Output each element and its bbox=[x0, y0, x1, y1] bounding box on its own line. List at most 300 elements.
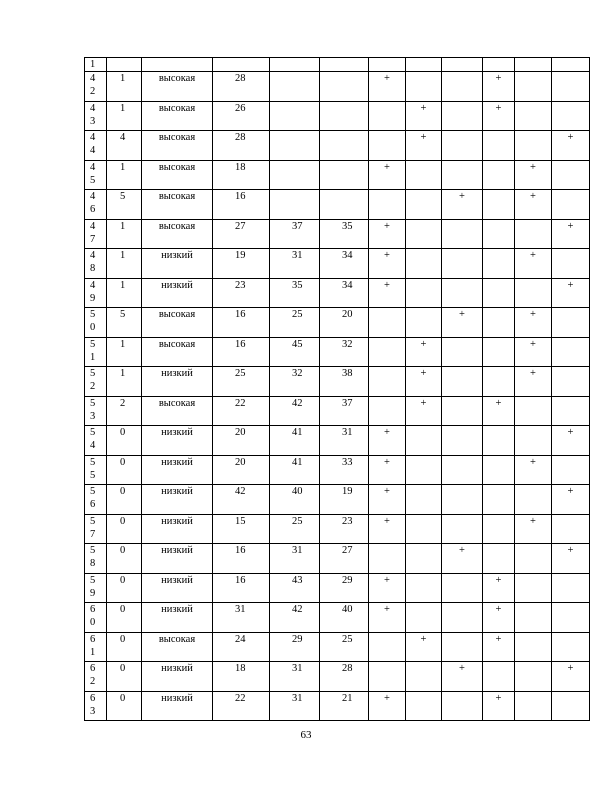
value-3-cell: 21 bbox=[320, 691, 369, 721]
level-cell: высокая bbox=[142, 101, 213, 131]
plus-mark-cell: + bbox=[515, 160, 552, 190]
plus-mark-cell bbox=[515, 662, 552, 692]
plus-mark-cell: + bbox=[483, 396, 515, 426]
table-row bbox=[85, 485, 590, 515]
plus-mark-cell bbox=[406, 308, 442, 338]
plus-mark-cell bbox=[442, 691, 483, 721]
value-3-cell: 34 bbox=[320, 278, 369, 308]
value-a-cell: 5 bbox=[107, 308, 142, 338]
value-2-cell bbox=[270, 160, 320, 190]
plus-mark-cell: + bbox=[369, 249, 406, 279]
plus-mark-cell bbox=[406, 249, 442, 279]
row-number: 45 bbox=[90, 161, 96, 186]
plus-mark-cell bbox=[442, 278, 483, 308]
row-number-cell bbox=[85, 573, 107, 603]
plus-mark-cell bbox=[369, 131, 406, 161]
value-2-cell: 35 bbox=[270, 278, 320, 308]
value-3-cell: 25 bbox=[320, 632, 369, 662]
plus-mark-cell bbox=[515, 485, 552, 515]
row-number-cell bbox=[85, 337, 107, 367]
level-cell: высокая bbox=[142, 131, 213, 161]
value-3-cell bbox=[320, 190, 369, 220]
plus-mark-cell: + bbox=[552, 662, 590, 692]
value-1-cell: 26 bbox=[213, 101, 270, 131]
table-row bbox=[85, 662, 590, 692]
table-cell bbox=[213, 58, 270, 72]
value-a-cell: 1 bbox=[107, 337, 142, 367]
plus-mark-cell bbox=[552, 308, 590, 338]
level-cell: высокая bbox=[142, 190, 213, 220]
level-cell: низкий bbox=[142, 691, 213, 721]
plus-mark-cell: + bbox=[515, 337, 552, 367]
level-cell: низкий bbox=[142, 514, 213, 544]
row-number-cell bbox=[85, 544, 107, 574]
value-3-cell: 32 bbox=[320, 337, 369, 367]
plus-mark-cell: + bbox=[552, 485, 590, 515]
plus-mark-cell bbox=[369, 101, 406, 131]
value-3-cell bbox=[320, 101, 369, 131]
value-a-cell: 5 bbox=[107, 190, 142, 220]
value-1-cell: 22 bbox=[213, 691, 270, 721]
plus-mark-cell bbox=[406, 573, 442, 603]
table-row bbox=[85, 160, 590, 190]
plus-mark-cell bbox=[552, 72, 590, 102]
row-number-cell bbox=[85, 278, 107, 308]
value-a-cell: 1 bbox=[107, 278, 142, 308]
level-cell: высокая bbox=[142, 72, 213, 102]
value-1-cell: 23 bbox=[213, 278, 270, 308]
level-cell: низкий bbox=[142, 662, 213, 692]
value-1-cell: 27 bbox=[213, 219, 270, 249]
plus-mark-cell: + bbox=[515, 308, 552, 338]
value-2-cell bbox=[270, 131, 320, 161]
plus-mark-cell bbox=[369, 337, 406, 367]
plus-mark-cell bbox=[552, 396, 590, 426]
value-2-cell: 31 bbox=[270, 691, 320, 721]
plus-mark-cell: + bbox=[515, 367, 552, 397]
plus-mark-cell bbox=[406, 455, 442, 485]
plus-mark-cell bbox=[552, 603, 590, 633]
table-row bbox=[85, 514, 590, 544]
row-number: 55 bbox=[90, 456, 96, 481]
row-number-cell bbox=[85, 219, 107, 249]
row-number: 50 bbox=[90, 309, 96, 333]
plus-mark-cell: + bbox=[369, 426, 406, 456]
value-a-cell: 0 bbox=[107, 455, 142, 485]
plus-mark-cell bbox=[515, 101, 552, 131]
value-2-cell: 45 bbox=[270, 337, 320, 367]
value-a-cell: 0 bbox=[107, 573, 142, 603]
plus-mark-cell bbox=[552, 573, 590, 603]
value-3-cell: 27 bbox=[320, 544, 369, 574]
value-1-cell: 16 bbox=[213, 308, 270, 338]
plus-mark-cell: + bbox=[369, 603, 406, 633]
table-cell bbox=[406, 58, 442, 72]
value-3-cell: 19 bbox=[320, 485, 369, 515]
plus-mark-cell: + bbox=[406, 131, 442, 161]
plus-mark-cell bbox=[406, 278, 442, 308]
plus-mark-cell bbox=[442, 101, 483, 131]
table-row bbox=[85, 190, 590, 220]
plus-mark-cell bbox=[369, 190, 406, 220]
table-row bbox=[85, 219, 590, 249]
plus-mark-cell bbox=[515, 632, 552, 662]
plus-mark-cell bbox=[406, 485, 442, 515]
value-2-cell: 41 bbox=[270, 426, 320, 456]
plus-mark-cell bbox=[515, 544, 552, 574]
row-number: 42 bbox=[90, 73, 96, 97]
level-cell: высокая bbox=[142, 337, 213, 367]
plus-mark-cell bbox=[483, 160, 515, 190]
value-3-cell: 38 bbox=[320, 367, 369, 397]
plus-mark-cell bbox=[442, 573, 483, 603]
plus-mark-cell: + bbox=[483, 573, 515, 603]
value-1-cell: 16 bbox=[213, 544, 270, 574]
value-2-cell: 29 bbox=[270, 632, 320, 662]
plus-mark-cell bbox=[483, 455, 515, 485]
plus-mark-cell bbox=[369, 544, 406, 574]
table-row bbox=[85, 337, 590, 367]
value-1-cell: 31 bbox=[213, 603, 270, 633]
plus-mark-cell bbox=[442, 337, 483, 367]
value-a-cell: 0 bbox=[107, 514, 142, 544]
plus-mark-cell: + bbox=[552, 544, 590, 574]
level-cell: низкий bbox=[142, 544, 213, 574]
plus-mark-cell bbox=[483, 514, 515, 544]
value-a-cell: 1 bbox=[107, 219, 142, 249]
row-number-cell bbox=[85, 101, 107, 131]
value-3-cell: 34 bbox=[320, 249, 369, 279]
value-a-cell: 0 bbox=[107, 485, 142, 515]
value-1-cell: 18 bbox=[213, 160, 270, 190]
value-a-cell: 0 bbox=[107, 691, 142, 721]
table-row bbox=[85, 603, 590, 633]
row-number-cell bbox=[85, 603, 107, 633]
level-cell: низкий bbox=[142, 278, 213, 308]
level-cell: высокая bbox=[142, 632, 213, 662]
value-2-cell: 25 bbox=[270, 308, 320, 338]
plus-mark-cell bbox=[552, 337, 590, 367]
plus-mark-cell bbox=[442, 485, 483, 515]
plus-mark-cell: + bbox=[406, 632, 442, 662]
value-1-cell: 18 bbox=[213, 662, 270, 692]
value-a-cell: 4 bbox=[107, 131, 142, 161]
row-number: 48 bbox=[90, 250, 96, 274]
value-3-cell bbox=[320, 72, 369, 102]
plus-mark-cell bbox=[406, 160, 442, 190]
plus-mark-cell: + bbox=[483, 72, 515, 102]
value-2-cell: 41 bbox=[270, 455, 320, 485]
plus-mark-cell bbox=[483, 544, 515, 574]
value-a-cell: 1 bbox=[107, 72, 142, 102]
level-cell: высокая bbox=[142, 396, 213, 426]
plus-mark-cell bbox=[483, 249, 515, 279]
table-row-first bbox=[85, 58, 590, 72]
plus-mark-cell: + bbox=[369, 691, 406, 721]
plus-mark-cell: + bbox=[483, 632, 515, 662]
plus-mark-cell bbox=[483, 485, 515, 515]
value-3-cell: 37 bbox=[320, 396, 369, 426]
plus-mark-cell: + bbox=[552, 219, 590, 249]
row-number-cell bbox=[85, 308, 107, 338]
level-cell: низкий bbox=[142, 455, 213, 485]
plus-mark-cell bbox=[515, 72, 552, 102]
plus-mark-cell bbox=[483, 308, 515, 338]
table-row bbox=[85, 72, 590, 102]
table-row bbox=[85, 632, 590, 662]
row-number-cell bbox=[85, 455, 107, 485]
row-number: 43 bbox=[90, 102, 96, 127]
table-row bbox=[85, 455, 590, 485]
plus-mark-cell: + bbox=[369, 485, 406, 515]
table-cell bbox=[483, 58, 515, 72]
plus-mark-cell: + bbox=[515, 190, 552, 220]
plus-mark-cell bbox=[552, 455, 590, 485]
value-3-cell: 29 bbox=[320, 573, 369, 603]
value-a-cell: 2 bbox=[107, 396, 142, 426]
value-1-cell: 20 bbox=[213, 426, 270, 456]
row-number: 52 bbox=[90, 368, 96, 392]
plus-mark-cell bbox=[406, 691, 442, 721]
plus-mark-cell bbox=[406, 190, 442, 220]
row-number-cell bbox=[85, 426, 107, 456]
value-2-cell: 31 bbox=[270, 662, 320, 692]
row-number-cell bbox=[85, 485, 107, 515]
value-2-cell: 25 bbox=[270, 514, 320, 544]
plus-mark-cell bbox=[552, 691, 590, 721]
value-1-cell: 20 bbox=[213, 455, 270, 485]
value-2-cell bbox=[270, 72, 320, 102]
row-number-cell bbox=[85, 190, 107, 220]
value-a-cell: 1 bbox=[107, 101, 142, 131]
plus-mark-cell bbox=[552, 514, 590, 544]
row-number-cell bbox=[85, 367, 107, 397]
row-number-cell bbox=[85, 691, 107, 721]
row-number-cell bbox=[85, 249, 107, 279]
page-number: 63 bbox=[300, 729, 312, 741]
plus-mark-cell bbox=[369, 308, 406, 338]
row-number-cell bbox=[85, 632, 107, 662]
plus-mark-cell: + bbox=[442, 190, 483, 220]
plus-mark-cell: + bbox=[369, 514, 406, 544]
row-number: 44 bbox=[90, 132, 96, 156]
plus-mark-cell bbox=[552, 632, 590, 662]
plus-mark-cell: + bbox=[369, 160, 406, 190]
plus-mark-cell bbox=[406, 514, 442, 544]
plus-mark-cell bbox=[442, 219, 483, 249]
row-number-cell bbox=[85, 662, 107, 692]
row-number: 57 bbox=[90, 515, 96, 540]
plus-mark-cell bbox=[369, 662, 406, 692]
plus-mark-cell bbox=[442, 426, 483, 456]
plus-mark-cell bbox=[515, 131, 552, 161]
value-1-cell: 22 bbox=[213, 396, 270, 426]
plus-mark-cell bbox=[442, 455, 483, 485]
plus-mark-cell bbox=[483, 219, 515, 249]
plus-mark-cell bbox=[406, 426, 442, 456]
value-a-cell: 0 bbox=[107, 544, 142, 574]
value-1-cell: 28 bbox=[213, 72, 270, 102]
table-cell bbox=[270, 58, 320, 72]
plus-mark-cell: + bbox=[406, 367, 442, 397]
row-number-cell bbox=[85, 58, 107, 72]
plus-mark-cell bbox=[442, 514, 483, 544]
plus-mark-cell: + bbox=[515, 514, 552, 544]
table-row bbox=[85, 278, 590, 308]
plus-mark-cell: + bbox=[442, 662, 483, 692]
value-3-cell: 40 bbox=[320, 603, 369, 633]
value-2-cell: 31 bbox=[270, 544, 320, 574]
plus-mark-cell bbox=[552, 249, 590, 279]
value-a-cell: 1 bbox=[107, 160, 142, 190]
plus-mark-cell bbox=[552, 160, 590, 190]
row-number: 1 bbox=[90, 59, 96, 70]
table-row bbox=[85, 544, 590, 574]
level-cell: низкий bbox=[142, 573, 213, 603]
plus-mark-cell bbox=[406, 544, 442, 574]
plus-mark-cell bbox=[515, 396, 552, 426]
plus-mark-cell bbox=[442, 249, 483, 279]
value-2-cell: 43 bbox=[270, 573, 320, 603]
plus-mark-cell: + bbox=[442, 544, 483, 574]
plus-mark-cell: + bbox=[442, 308, 483, 338]
plus-mark-cell bbox=[406, 72, 442, 102]
row-number-cell bbox=[85, 160, 107, 190]
row-number: 62 bbox=[90, 663, 96, 687]
plus-mark-cell: + bbox=[406, 337, 442, 367]
table-row bbox=[85, 573, 590, 603]
row-number: 47 bbox=[90, 220, 96, 245]
row-number: 46 bbox=[90, 191, 96, 215]
level-cell: низкий bbox=[142, 603, 213, 633]
level-cell: низкий bbox=[142, 249, 213, 279]
level-cell: высокая bbox=[142, 308, 213, 338]
plus-mark-cell: + bbox=[552, 278, 590, 308]
plus-mark-cell bbox=[369, 367, 406, 397]
table-cell bbox=[515, 58, 552, 72]
plus-mark-cell bbox=[442, 131, 483, 161]
value-1-cell: 19 bbox=[213, 249, 270, 279]
row-number: 54 bbox=[90, 427, 96, 451]
value-3-cell: 33 bbox=[320, 455, 369, 485]
plus-mark-cell bbox=[406, 662, 442, 692]
row-number-cell bbox=[85, 131, 107, 161]
value-a-cell: 0 bbox=[107, 632, 142, 662]
value-3-cell bbox=[320, 160, 369, 190]
plus-mark-cell: + bbox=[406, 101, 442, 131]
value-1-cell: 25 bbox=[213, 367, 270, 397]
table-row bbox=[85, 426, 590, 456]
table-row bbox=[85, 131, 590, 161]
value-3-cell bbox=[320, 131, 369, 161]
plus-mark-cell bbox=[515, 691, 552, 721]
plus-mark-cell: + bbox=[515, 455, 552, 485]
value-1-cell: 16 bbox=[213, 190, 270, 220]
value-3-cell: 28 bbox=[320, 662, 369, 692]
table-row bbox=[85, 367, 590, 397]
value-1-cell: 16 bbox=[213, 573, 270, 603]
plus-mark-cell bbox=[406, 603, 442, 633]
value-1-cell: 16 bbox=[213, 337, 270, 367]
plus-mark-cell bbox=[515, 219, 552, 249]
level-cell: низкий bbox=[142, 485, 213, 515]
value-2-cell: 32 bbox=[270, 367, 320, 397]
level-cell: высокая bbox=[142, 219, 213, 249]
table-row bbox=[85, 249, 590, 279]
plus-mark-cell: + bbox=[552, 426, 590, 456]
value-2-cell: 40 bbox=[270, 485, 320, 515]
plus-mark-cell bbox=[515, 603, 552, 633]
row-number-cell bbox=[85, 396, 107, 426]
row-number: 58 bbox=[90, 545, 96, 569]
plus-mark-cell bbox=[483, 337, 515, 367]
data-table bbox=[84, 57, 590, 721]
plus-mark-cell bbox=[483, 662, 515, 692]
value-a-cell: 1 bbox=[107, 367, 142, 397]
value-3-cell: 31 bbox=[320, 426, 369, 456]
plus-mark-cell: + bbox=[515, 249, 552, 279]
value-2-cell: 42 bbox=[270, 396, 320, 426]
table-row bbox=[85, 691, 590, 721]
table-body bbox=[85, 58, 590, 721]
plus-mark-cell: + bbox=[369, 72, 406, 102]
level-cell: низкий bbox=[142, 367, 213, 397]
table-cell bbox=[552, 58, 590, 72]
plus-mark-cell bbox=[483, 190, 515, 220]
value-a-cell: 0 bbox=[107, 662, 142, 692]
row-number-cell bbox=[85, 72, 107, 102]
plus-mark-cell bbox=[442, 367, 483, 397]
plus-mark-cell bbox=[369, 632, 406, 662]
plus-mark-cell bbox=[483, 131, 515, 161]
value-3-cell: 35 bbox=[320, 219, 369, 249]
plus-mark-cell bbox=[552, 101, 590, 131]
table-row bbox=[85, 396, 590, 426]
row-number: 49 bbox=[90, 279, 96, 304]
plus-mark-cell bbox=[442, 160, 483, 190]
value-a-cell: 1 bbox=[107, 249, 142, 279]
value-2-cell bbox=[270, 190, 320, 220]
level-cell: высокая bbox=[142, 160, 213, 190]
row-number-cell bbox=[85, 514, 107, 544]
plus-mark-cell: + bbox=[483, 603, 515, 633]
plus-mark-cell bbox=[483, 367, 515, 397]
plus-mark-cell bbox=[369, 396, 406, 426]
plus-mark-cell: + bbox=[483, 691, 515, 721]
plus-mark-cell: + bbox=[369, 278, 406, 308]
table-cell bbox=[107, 58, 142, 72]
value-2-cell: 31 bbox=[270, 249, 320, 279]
plus-mark-cell bbox=[483, 278, 515, 308]
plus-mark-cell bbox=[552, 190, 590, 220]
row-number: 56 bbox=[90, 486, 96, 510]
value-3-cell: 20 bbox=[320, 308, 369, 338]
table-row bbox=[85, 308, 590, 338]
table-cell bbox=[142, 58, 213, 72]
row-number: 59 bbox=[90, 574, 96, 599]
value-1-cell: 15 bbox=[213, 514, 270, 544]
value-2-cell: 42 bbox=[270, 603, 320, 633]
value-2-cell bbox=[270, 101, 320, 131]
plus-mark-cell bbox=[442, 396, 483, 426]
plus-mark-cell: + bbox=[406, 396, 442, 426]
value-1-cell: 28 bbox=[213, 131, 270, 161]
level-cell: низкий bbox=[142, 426, 213, 456]
table-cell bbox=[442, 58, 483, 72]
plus-mark-cell bbox=[406, 219, 442, 249]
row-number: 60 bbox=[90, 604, 96, 628]
plus-mark-cell: + bbox=[552, 131, 590, 161]
